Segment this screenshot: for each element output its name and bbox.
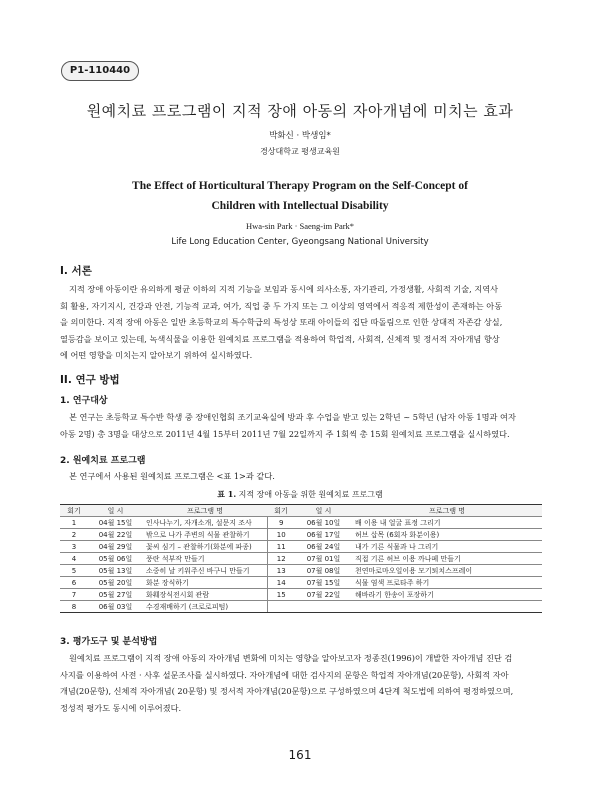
table-caption-label: 표 1. <box>217 489 237 499</box>
page-number: 161 <box>288 748 312 762</box>
cell-session: 9 <box>267 517 295 529</box>
table-row <box>60 565 542 577</box>
cell-program: 수경재배하기 (크로로피텀) <box>143 601 267 613</box>
cell-session: 6 <box>60 577 88 589</box>
section-heading-methods: II. 연구 방법 <box>60 374 120 386</box>
cell-session: 5 <box>60 565 88 577</box>
cell-session: 8 <box>60 601 88 613</box>
paragraph-line: 정성적 평가도 동시에 이루어졌다. <box>60 702 182 713</box>
table-row <box>60 553 542 565</box>
table-row <box>60 577 542 589</box>
cell-program: 꽃씨 심기 – 관찰하기(화분에 파종) <box>143 541 267 553</box>
subjects-paragraph <box>60 409 540 442</box>
cell-program: 허브 삽목 (6회자 화분이용) <box>352 529 542 541</box>
abstract-id-badge: P1-110440 <box>61 61 139 81</box>
cell-date: 05월 27일 <box>88 589 143 601</box>
authors-korean: 박화신 · 박생임* <box>269 131 331 141</box>
header-program: 프로그램 명 <box>143 505 267 517</box>
cell-program: 밖으로 나가 주변의 식물 관찰하기 <box>143 529 267 541</box>
cell-date: 04월 29일 <box>88 541 143 553</box>
title-english-line1: The Effect of Horticultural Therapy Program on the Self-Concept of <box>132 180 468 192</box>
cell-date: 07월 22일 <box>295 589 352 601</box>
cell-session: 15 <box>267 589 295 601</box>
cell-date: 05월 06일 <box>88 553 143 565</box>
paragraph-line: 개념(20문항), 신체적 자아개념( 20문항) 및 정서적 자아개념(20문항)으로 구성하였으며 4단계 척도법에 의하여 평정하였으며, <box>60 686 514 696</box>
cell-date: 06월 03일 <box>88 601 143 613</box>
cell-session: 3 <box>60 541 88 553</box>
cell-program: 직접 기른 허브 이용 까나페 만들기 <box>352 553 542 565</box>
cell-session: 12 <box>267 553 295 565</box>
cell-date <box>295 601 352 613</box>
cell-program: 배 이용 내 얼굴 표정 그리기 <box>352 517 542 529</box>
subsection-heading-subjects: 1. 연구대상 <box>60 396 108 406</box>
cell-program: 화훼장식전시회 관람 <box>143 589 267 601</box>
table-caption-text: 지적 장애 아동을 위한 원예치료 프로그램 <box>238 490 383 499</box>
cell-session: 11 <box>267 541 295 553</box>
program-paragraph <box>60 468 540 485</box>
header-program: 프로그램 명 <box>352 505 542 517</box>
cell-session: 2 <box>60 529 88 541</box>
cell-date: 04월 22일 <box>88 529 143 541</box>
cell-session: 13 <box>267 565 295 577</box>
introduction-paragraph <box>60 281 540 364</box>
affiliation-korean: 경상대학교 평생교육원 <box>260 147 340 156</box>
title-korean: 원예치료 프로그램이 지적 장애 아동의 자아개념에 미치는 효과 <box>86 102 514 120</box>
header-date: 일 시 <box>295 505 352 517</box>
cell-date: 04월 15일 <box>88 517 143 529</box>
cell-program <box>352 601 542 613</box>
paragraph-line: 원예치료 프로그램이 지적 장애 아동의 자아개념 변화에 미치는 영향을 알아보고자 정종진(1996)이 개발한 자아개념 진단 검 <box>69 653 513 663</box>
cell-session: 1 <box>60 517 88 529</box>
affiliation-english: Life Long Education Center, Gyeongsang National University <box>171 237 429 247</box>
cell-program: 내가 기른 식물과 나 그리기 <box>352 541 542 553</box>
subsection-heading-evaluation: 3. 평가도구 및 분석방법 <box>60 637 158 647</box>
title-english <box>0 176 600 216</box>
table-row <box>60 541 542 553</box>
section-heading-introduction: I. 서론 <box>60 265 92 277</box>
cell-program: 천연마로마오일이용 모기퇴치스프레이 <box>352 565 542 577</box>
table-row <box>60 529 542 541</box>
subsection-heading-program: 2. 원예치료 프로그램 <box>60 456 146 466</box>
header-session: 회기 <box>267 505 295 517</box>
cell-program: 인사나누기, 자개소개, 설문지 조사 <box>143 517 267 529</box>
cell-date: 06월 17일 <box>295 529 352 541</box>
paragraph-line: 본 연구는 초등학교 특수반 학생 중 장애인협회 조기교육실에 방과 후 수업을 받고 있는 2학년 ~ 5학년 (남자 아동 1명과 여자 <box>69 412 516 422</box>
cell-date: 05월 20일 <box>88 577 143 589</box>
paragraph-line: 열등감을 보이고 있는데, 녹색식물을 이용한 원예치료 프로그램을 적용하여 학업적, 사회적, 신체적 및 정서적 자아개념 향상 <box>60 333 500 344</box>
paragraph-line: 아동 2명) 총 3명을 대상으로 2011년 4월 15부터 2011년 7월 22일까지 주 1회씩 총 15회 원예치료 프로그램을 실시하였다. <box>60 428 510 439</box>
cell-date: 06월 10일 <box>295 517 352 529</box>
header-date: 일 시 <box>88 505 143 517</box>
cell-session: 14 <box>267 577 295 589</box>
paragraph-line: 을 의미한다. 지적 장애 아동은 일반 초등학교의 특수학급의 특성상 또래 아이들의 집단 따돌림으로 인한 상대적 자존감 상실, <box>60 317 503 327</box>
cell-program: 해바라기 한송이 포장하기 <box>352 589 542 601</box>
cell-program: 화분 장식하기 <box>143 577 267 589</box>
table-row <box>60 517 542 529</box>
paragraph-line: 본 연구에서 사용된 원예치료 프로그램은 <표 1>과 같다. <box>69 471 275 481</box>
table-row <box>60 601 542 613</box>
table-row <box>60 589 542 601</box>
cell-session: 10 <box>267 529 295 541</box>
paragraph-line: 지적 장애 아동이란 유의하게 평균 이하의 지적 기능을 보임과 동시에 의사소통, 자기관리, 가정생활, 사회적 기술, 지역사 <box>69 284 499 294</box>
table-caption <box>0 489 600 500</box>
header-session: 회기 <box>60 505 88 517</box>
paragraph-line: 사지를 이용하여 사전 · 사후 설문조사를 실시하였다. 자아개념에 대한 검사지의 문항은 학업적 자아개념(20문항), 사회적 자아 <box>60 669 509 680</box>
cell-program: 식물 염색 프로타주 하기 <box>352 577 542 589</box>
evaluation-paragraph <box>60 650 540 716</box>
cell-program: 소중히 날 키워주신 바구니 만들기 <box>143 565 267 577</box>
cell-date: 07월 08일 <box>295 565 352 577</box>
cell-date: 05월 13일 <box>88 565 143 577</box>
cell-date: 07월 01일 <box>295 553 352 565</box>
table-header-row <box>60 505 542 517</box>
title-english-line2: Children with Intellectual Disability <box>211 200 389 212</box>
paragraph-line: 회 활용, 자기지시, 건강과 안전, 기능적 교과, 여가, 직업 중 두 가지 또는 그 이상의 영역에서 적응적 제한성이 존재하는 아동 <box>60 300 503 311</box>
cell-session <box>267 601 295 613</box>
paragraph-line: 에 어떤 영향을 미치는지 알아보기 위하여 실시하였다. <box>60 350 253 360</box>
cell-session: 7 <box>60 589 88 601</box>
cell-date: 06월 24일 <box>295 541 352 553</box>
program-table <box>60 504 542 613</box>
cell-date: 07월 15일 <box>295 577 352 589</box>
authors-english: Hwa-sin Park · Saeng-im Park* <box>245 221 355 231</box>
cell-session: 4 <box>60 553 88 565</box>
cell-program: 풍란 석부작 만들기 <box>143 553 267 565</box>
